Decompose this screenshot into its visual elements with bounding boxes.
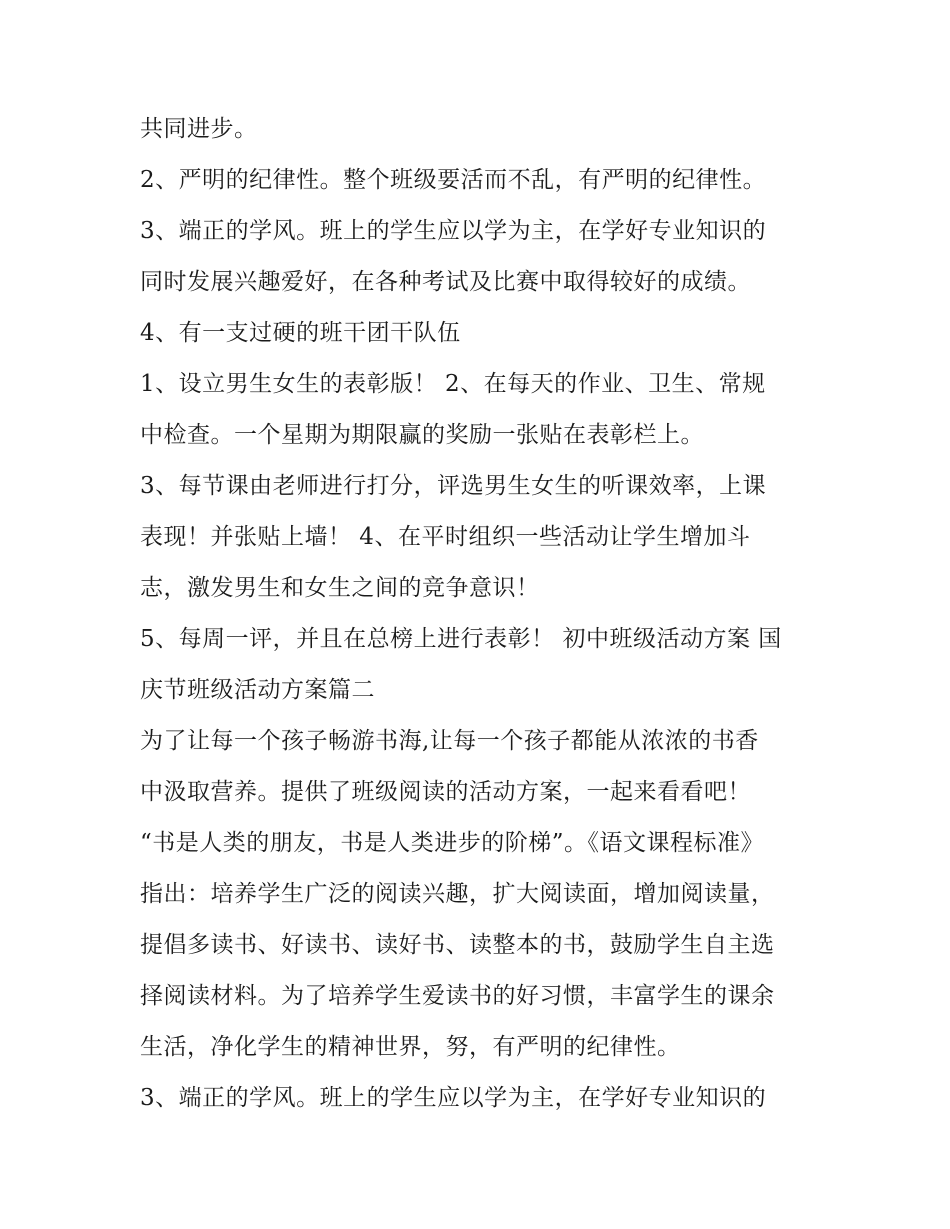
text-line: 3、端正的学风。班上的学生应以学为主，在学好专业知识的 (140, 1085, 767, 1111)
text-line: 庆节班级活动方案篇二 (140, 677, 375, 703)
text-line: 择阅读材料。为了培养学生爱读书的好习惯，丰富学生的课余 (140, 983, 775, 1009)
text-line: 指出：培养学生广泛的阅读兴趣，扩大阅读面，增加阅读量， (140, 881, 775, 907)
text-line: 3、端正的学风。班上的学生应以学为主，在学好专业知识的 (140, 218, 767, 244)
text-line: 5、每周一评，并且在总榜上进行表彰！ 初中班级活动方案 国 (140, 626, 782, 652)
text-line: 共同进步。 (140, 116, 258, 142)
text-line: 同时发展兴趣爱好，在各种考试及比赛中取得较好的成绩。 (140, 269, 751, 295)
text-line: 生活，净化学生的精神世界，努，有严明的纪律性。 (140, 1034, 681, 1060)
text-line: 1、设立男生女生的表彰版！ 2、在每天的作业、卫生、常规 (140, 371, 766, 397)
text-line: “书是人类的朋友，书是人类进步的阶梯”。《语文课程标准》 (140, 830, 765, 856)
text-line: 提倡多读书、好读书、读好书、读整本的书，鼓励学生自主选 (140, 932, 775, 958)
text-line: 2、严明的纪律性。整个班级要活而不乱，有严明的纪律性。 (140, 167, 767, 193)
text-line: 志，激发男生和女生之间的竞争意识！ (140, 575, 540, 601)
text-line: 4、有一支过硬的班干团干队伍 (140, 320, 461, 346)
text-line: 中检查。一个星期为期限赢的奖励一张贴在表彰栏上。 (140, 422, 704, 448)
text-line: 为了让每一个孩子畅游书海,让每一个孩子都能从浓浓的书香 (140, 728, 759, 754)
text-line: 中汲取营养。提供了班级阅读的活动方案，一起来看看吧！ (140, 779, 751, 805)
text-line: 表现！并张贴上墙！ 4、在平时组织一些活动让学生增加斗 (140, 524, 751, 550)
text-line: 3、每节课由老师进行打分，评选男生女生的听课效率，上课 (140, 473, 767, 499)
